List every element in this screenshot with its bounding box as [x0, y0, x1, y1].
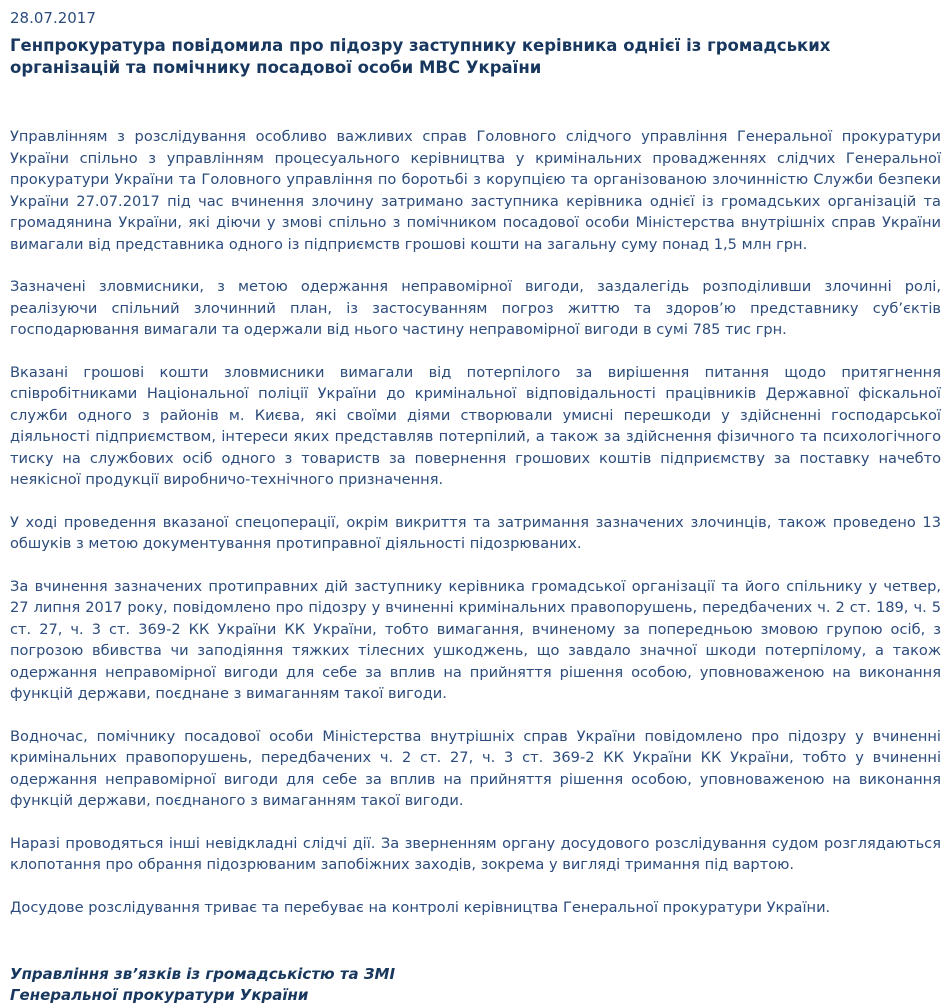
signature-line-department: Управління зв’язків із громадськістю та ЗМІ: [10, 965, 396, 983]
paragraph: Зазначені зловмисники, з метою одержання неправомірної вигоди, заздалегідь розподіливши злочинні ролі, реалізуючи спільний злочинний план, із застосуванням погроз життю та здоров’ю представнику суб’єктів господарювання вимагали та одержали від нього частину неправомірної вигоди в сумі 785 тис грн.: [10, 278, 941, 338]
paragraph: Водночас, помічнику посадової особи Міністерства внутрішніх справ України повідомлено про підозру у вчиненні кримінальних правопорушень, передбачених ч. 2 ст. 27, ч. 3 ст. 369-2 КК України КК України, тобто у вчиненні одержання неправомірної вигоди для себе за вплив на прийняття рішення особою, уповноваженою на виконання функцій держави, поєднаного з вимаганням такої вигоди.: [10, 727, 941, 809]
signature-block: [10, 964, 941, 1006]
signature-line-office: Генеральної прокуратури України: [10, 986, 309, 1004]
paragraph: Наразі проводяться інші невідкладні слідчі дії. За зверненням органу досудового розслідування судом розглядаються клопотання про обрання підозрюваним запобіжних заходів, зокрема у вигляді тримання під вартою.: [10, 834, 941, 873]
paragraph: Управлінням з розслідування особливо важливих справ Головного слідчого управління Генеральної прокуратури України спільно з управлінням процесуального керівництва у кримінальних провадженнях слідчих Генеральної прокуратури України та Головного управління по боротьбі з корупцією та організованою злочинністю Служби безпеки України 27.07.2017 під час вчинення злочину затримано заступника керівника однієї із громадських організацій та громадянина України, які діючи у змові спільно з помічником посадової особи Міністерства внутрішніх справ України вимагали від представника одного із підприємств грошові кошти на загальну суму понад 1,5 млн грн.: [10, 128, 941, 253]
paragraph: За вчинення зазначених протиправних дій заступнику керівника громадської організації та його спільнику у четвер, 27 липня 2017 року, повідомлено про підозру у вчиненні кримінальних правопорушень, передбачених ч. 2 ст. 189, ч. 5 ст. 27, ч. 3 ст. 369-2 КК України КК України, тобто вимагання, вчиненому за попередньою змовою групою осіб, з погрозою вбивства чи заподіяння тяжких тілесних ушкоджень, що завдало значної шкоди потерпілому, а також одержання неправомірної вигоди для себе за вплив на прийняття рішення особою, уповноваженою на виконання функцій держави, поєднане з вимаганням такої вигоди.: [10, 577, 941, 702]
paragraph: Досудове розслідування триває та перебуває на контролі керівництва Генеральної прокуратури України.: [10, 898, 831, 916]
article-body: [10, 126, 941, 918]
paragraph: У ході проведення вказаної спецоперації, окрім викриття та затримання зазначених злочинців, також проведено 13 обшуків з метою документування протиправної діяльності підозрюваних.: [10, 513, 941, 552]
publication-date: 28.07.2017: [10, 9, 96, 27]
page-title: Генпрокуратура повідомила про підозру заступнику керівника однієї із громадських організацій та помічнику посадової особи МВС України: [10, 36, 831, 77]
paragraph: Вказані грошові кошти зловмисники вимагали від потерпілого за вирішення питання щодо притягнення співробітниками Національної поліції України до кримінальної відповідальності працівників Державної фіскальної служби одного з районів м. Києва, які своїми діями створювали умисні перешкоди у здійсненні господарської діяльності підприємством, інтереси яких представляв потерпілий, а також за здійснення фізичного та психологічного тиску на службових осіб одного з товариств за повернення грошових коштів підприємству за поставку начебто неякісної продукції виробничо-технічного призначення.: [10, 363, 941, 488]
